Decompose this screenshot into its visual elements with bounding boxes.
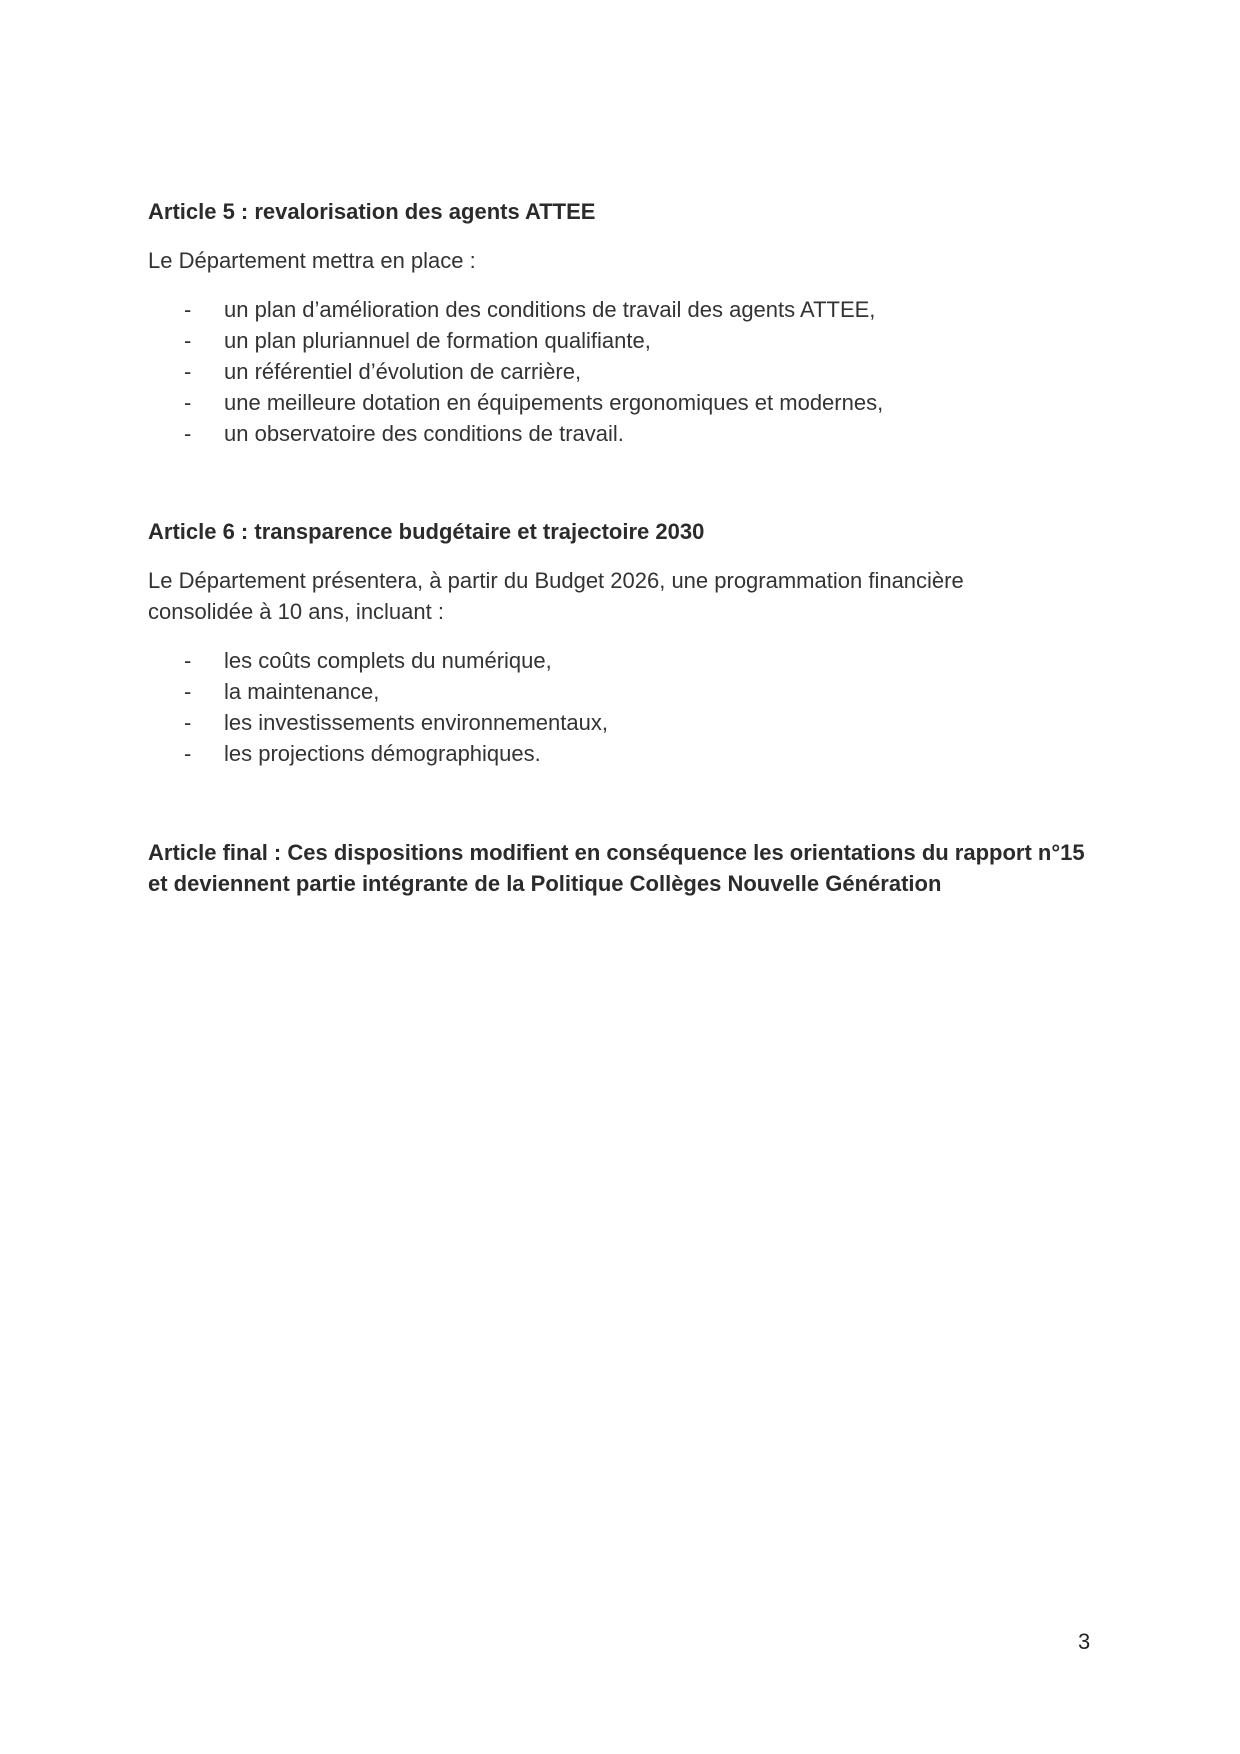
article-6-intro-line-1: Le Département présentera, à partir du Budget 2026, une programmation financière bbox=[148, 568, 964, 593]
article-6-heading: Article 6 : transparence budgétaire et trajectoire 2030 bbox=[148, 519, 705, 544]
list-item: - les investissements environnementaux, bbox=[148, 707, 1108, 738]
list-item: - les projections démographiques. bbox=[148, 738, 1108, 769]
list-dash: - bbox=[184, 390, 192, 415]
list-dash: - bbox=[184, 648, 192, 673]
article-6-intro-line-2: consolidée à 10 ans, incluant : bbox=[148, 599, 444, 624]
article-5-heading: Article 5 : revalorisation des agents ATTEE bbox=[148, 199, 596, 224]
article-5-list bbox=[148, 294, 1108, 449]
article-5-section bbox=[148, 196, 1108, 449]
list-dash: - bbox=[184, 741, 192, 766]
list-item: - un observatoire des conditions de travail. bbox=[148, 418, 1108, 449]
list-item: - un référentiel d’évolution de carrière, bbox=[148, 356, 1108, 387]
article-6-list bbox=[148, 645, 1108, 769]
page-number: 3 bbox=[1078, 1629, 1091, 1654]
list-item: - la maintenance, bbox=[148, 676, 1108, 707]
article-6-section bbox=[148, 516, 1108, 769]
article-5-intro: Le Département mettra en place : bbox=[148, 248, 476, 273]
list-dash: - bbox=[184, 421, 192, 446]
list-item: - les coûts complets du numérique, bbox=[148, 645, 1108, 676]
list-item: - une meilleure dotation en équipements ergonomiques et modernes, bbox=[148, 387, 1108, 418]
list-dash: - bbox=[184, 710, 192, 735]
list-dash: - bbox=[184, 328, 192, 353]
list-item: - un plan pluriannuel de formation qualifiante, bbox=[148, 325, 1108, 356]
list-dash: - bbox=[184, 679, 192, 704]
list-dash: - bbox=[184, 359, 192, 384]
list-dash: - bbox=[184, 297, 192, 322]
list-item: - un plan d’amélioration des conditions de travail des agents ATTEE, bbox=[148, 294, 1108, 325]
article-final-line-2: et deviennent partie intégrante de la Politique Collèges Nouvelle Génération bbox=[148, 871, 942, 896]
article-final-line-1: Article final : Ces dispositions modifient en conséquence les orientations du rapport n°15 bbox=[148, 840, 1085, 865]
article-final-section bbox=[148, 837, 1108, 899]
